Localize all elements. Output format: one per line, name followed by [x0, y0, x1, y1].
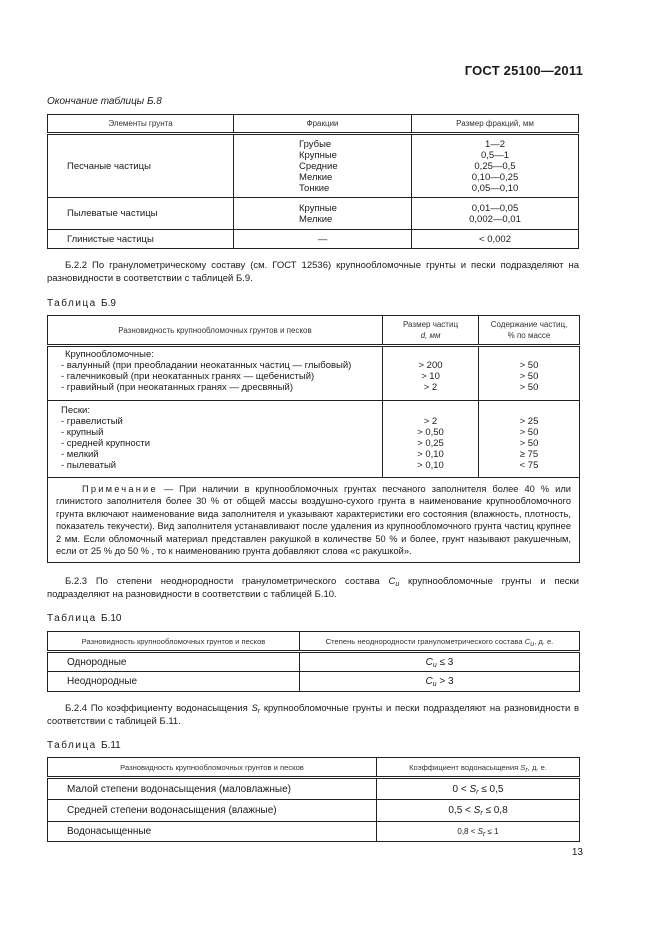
particle-content: > 50 — [519, 427, 539, 438]
variable: C — [425, 676, 433, 687]
uniformity-condition — [300, 652, 580, 672]
fraction-label: Крупные — [299, 202, 337, 214]
particle-content: > 50 — [519, 438, 539, 449]
saturation-range — [377, 822, 580, 842]
particle-size: > 200 — [418, 360, 443, 371]
table-b11 — [47, 757, 580, 842]
table-row-group-sands — [48, 401, 580, 478]
text: крупнообломочные грунты и пески подразделяют на разновидности в соответствии с таблицей Б.10. — [47, 576, 579, 600]
particle-size: > 2 — [423, 416, 438, 427]
header-line: Размер частиц — [402, 320, 459, 329]
paragraph-b22: Б.2.2 По гранулометрическому составу (см. ГОСТ 12536) крупнообломочные грунты и пески подразделяют на разновидности в соответствии с таблицей Б.9. — [47, 260, 579, 284]
soil-kind: Водонасыщенные — [48, 822, 377, 842]
table-row — [48, 672, 580, 692]
fraction-size: 0,01—0,05 — [471, 202, 519, 214]
particle-content: > 25 — [519, 416, 539, 427]
variable: S — [477, 827, 483, 836]
fraction-size: 0,10—0,25 — [471, 171, 519, 183]
text: 0,8 < — [457, 827, 478, 836]
soil-kind: Однородные — [48, 652, 300, 672]
table-b8-element: Пылеватые частицы — [48, 198, 234, 230]
fraction-size: 0,002—0,01 — [469, 213, 521, 225]
header-line: Содержание частиц, — [490, 320, 568, 329]
fraction-size: 0,25—0,5 — [474, 160, 516, 172]
table-b11-caption — [47, 740, 121, 751]
soil-kind: - пылеватый — [61, 460, 117, 471]
fraction-label: Тонкие — [299, 182, 330, 194]
text: 0,5 < — [448, 805, 474, 816]
table-row-group-coarse — [48, 346, 580, 401]
fraction-label: Крупные — [299, 149, 337, 161]
particle-content: ≥ 75 — [519, 449, 539, 460]
fraction-size: < 0,002 — [412, 230, 579, 249]
variable-subscript: r — [480, 810, 483, 817]
variable-subscript: r — [482, 831, 486, 838]
particle-size: > 0,10 — [417, 460, 444, 471]
text: , д. е. — [534, 636, 554, 646]
table-b8-header-elements: Элементы грунта — [48, 115, 234, 134]
particle-size: > 0,10 — [417, 449, 444, 460]
text: Б.2.4 По коэффициенту водонасыщения — [65, 703, 252, 714]
table-row — [48, 652, 580, 672]
variable-subscript: u — [432, 681, 437, 688]
text: 0 < — [452, 783, 470, 795]
table-b10-header-kind: Разновидность крупнообломочных грунтов и песков — [48, 632, 300, 652]
variable: S — [251, 703, 258, 714]
table-row — [48, 198, 579, 230]
particle-content: > 50 — [519, 371, 539, 382]
table-row — [48, 822, 580, 842]
text: Коэффициент водонасыщения — [409, 762, 521, 772]
table-b9-header-content — [479, 316, 580, 346]
soil-kind: - валунный (при преобладании неокатанных частиц — глыбовый) — [61, 360, 352, 371]
caption-number: Б.11 — [101, 740, 121, 751]
soil-kind: - галечниковый (при неокатанных гранях — щебенистый) — [61, 371, 315, 382]
uniformity-condition — [300, 672, 580, 692]
text: Степень неоднородности гранулометрического состава — [325, 636, 525, 646]
table-b9-note — [48, 478, 580, 563]
table-b8 — [47, 114, 579, 249]
caption-word: Таблица — [47, 740, 97, 751]
table-b11-header-coefficient — [377, 758, 580, 778]
soil-kind: - мелкий — [61, 449, 99, 460]
fraction-size: 0,05—0,10 — [471, 182, 519, 194]
variable-subscript: r — [525, 766, 528, 774]
soil-kind: - крупный — [61, 427, 104, 438]
caption-word: Таблица — [47, 298, 97, 309]
text: > 3 — [436, 676, 454, 687]
header-line: % по массе — [507, 331, 551, 340]
text: , д. е. — [527, 762, 547, 772]
variable: C — [524, 636, 531, 646]
table-row — [48, 230, 579, 249]
particle-content: > 50 — [519, 360, 539, 371]
table-b8-header-size: Размер фракций, мм — [412, 115, 579, 134]
table-b8-header-fractions: Фракции — [234, 115, 412, 134]
group-title: Крупнообломочные: — [65, 349, 154, 360]
particle-size: > 0,50 — [417, 427, 444, 438]
fraction-label: Грубые — [299, 138, 332, 150]
text: ≤ 0,5 — [478, 783, 504, 795]
table-b8-continuation-caption: Окончание таблицы Б.8 — [47, 96, 162, 107]
header-line: d, мм — [420, 331, 441, 340]
variable-subscript: r — [257, 708, 261, 715]
fraction-label: Мелкие — [299, 171, 333, 183]
caption-number: Б.10 — [101, 613, 122, 624]
table-row — [48, 800, 580, 822]
saturation-range — [377, 800, 580, 822]
document-id: ГОСТ 25100—2011 — [464, 63, 583, 78]
text: ≤ 0,8 — [482, 805, 508, 816]
particle-content: < 75 — [519, 460, 539, 471]
text: крупнообломочные грунты и пески подразделяют на разновидности в соответствии с таблицей Б.11. — [47, 703, 579, 727]
table-b10-header-degree — [300, 632, 580, 652]
variable-subscript: u — [530, 640, 535, 648]
variable-subscript: r — [476, 788, 479, 796]
soil-kind: Средней степени водонасыщения (влажные) — [48, 800, 377, 822]
note-label: Примечание — [82, 484, 158, 494]
variable-subscript: u — [395, 581, 400, 588]
soil-kind: - гравелистый — [61, 416, 123, 427]
text: ≤ 3 — [436, 656, 454, 668]
table-b8-element: Глинистые частицы — [48, 230, 234, 249]
soil-kind: Неоднородные — [48, 672, 300, 692]
variable: C — [388, 576, 396, 587]
particle-size: > 10 — [421, 371, 440, 382]
variable: S — [520, 762, 526, 772]
fraction-label: Средние — [299, 160, 338, 172]
caption-number: Б.9 — [101, 298, 116, 309]
table-b8-element: Песчаные частицы — [48, 134, 234, 198]
paragraph-b24 — [47, 702, 579, 728]
table-b11-header-kind: Разновидность крупнообломочных грунтов и песков — [48, 758, 377, 778]
table-b9-header-kind: Разновидность крупнообломочных грунтов и песков — [48, 316, 383, 346]
soil-kind: - гравийный (при неокатанных гранях — дресвяный) — [61, 382, 293, 393]
table-row — [48, 778, 580, 800]
particle-size: > 0,25 — [417, 438, 444, 449]
variable: C — [425, 656, 433, 668]
table-b10 — [47, 631, 580, 692]
variable: S — [473, 805, 481, 816]
text: Б.2.3 По степени неоднородности гранулометрического состава — [65, 576, 389, 587]
soil-kind: Малой степени водонасыщения (маловлажные) — [48, 778, 377, 800]
fraction-label: Мелкие — [299, 213, 333, 225]
particle-size: > 2 — [423, 382, 438, 393]
table-b9-caption — [47, 298, 116, 309]
variable-subscript: u — [432, 661, 437, 669]
table-row — [48, 134, 579, 198]
group-title: Пески: — [61, 405, 90, 416]
fraction-label: — — [234, 230, 412, 249]
paragraph-b23 — [47, 575, 579, 601]
saturation-range — [377, 778, 580, 800]
variable: S — [469, 783, 477, 795]
soil-kind: - средней крупности — [61, 438, 151, 449]
caption-word: Таблица — [47, 613, 97, 624]
table-b9-note-row — [48, 478, 580, 563]
fraction-size: 0,5—1 — [481, 149, 509, 161]
note-text: — При наличии в крупнообломочных грунтах песчаного заполнителя более 40 % или глинистого заполнителя более 30 % от общей массы воздушно-сухого грунта в наименование крупнообломочного грунта включают наименование вида заполнителя и указывают характеристики его состояния (влажность, плотность, показатель текучести). Вид заполнителя устанавливают после удаления из крупнообломочного грунта частиц крупнее 2 мм. Если обломочный материал представлен ракушкой в количестве 50 % и более, грунт называют ракушечным, если от 25 % до 50 % , то к наименованию грунта добавляют слова «с ракушкой». — [56, 484, 571, 557]
text: ≤ 1 — [485, 827, 499, 836]
table-b9-header-size — [383, 316, 479, 346]
table-b9 — [47, 315, 580, 563]
page-number: 13 — [571, 847, 583, 858]
table-b10-caption — [47, 613, 121, 624]
particle-content: > 50 — [519, 382, 539, 393]
fraction-size: 1—2 — [484, 138, 506, 150]
